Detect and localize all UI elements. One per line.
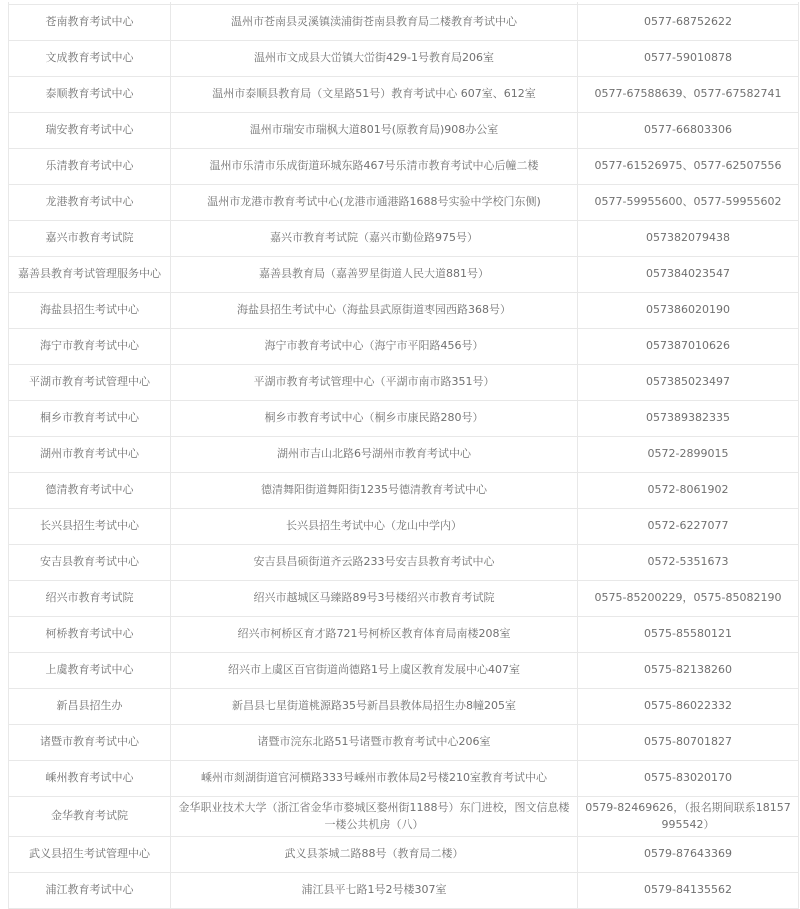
center-phone-cell: 0575-85200229，0575-85082190 — [578, 581, 799, 617]
exam-center-row — [9, 437, 799, 473]
center-phone-cell: 0572-6227077 — [578, 509, 799, 545]
center-phone-cell: 057385023497 — [578, 365, 799, 401]
center-address-cell: 海盐县招生考试中心（海盐县武原街道枣园西路368号） — [171, 293, 578, 329]
exam-center-row — [9, 725, 799, 761]
center-name-cell: 海宁市教育考试中心 — [9, 329, 171, 365]
center-name-cell: 嵊州教育考试中心 — [9, 761, 171, 797]
center-name-cell: 乐清教育考试中心 — [9, 149, 171, 185]
center-phone-cell: 0575-80701827 — [578, 725, 799, 761]
center-phone-cell: 057384023547 — [578, 257, 799, 293]
exam-center-row — [9, 185, 799, 221]
center-address-cell: 嘉善县教育局（嘉善罗星街道人民大道881号） — [171, 257, 578, 293]
center-address-cell: 温州市苍南县灵溪镇渎浦街苍南县教育局二楼教育考试中心 — [171, 5, 578, 41]
exam-center-row — [9, 41, 799, 77]
center-name-cell: 龙港教育考试中心 — [9, 185, 171, 221]
exam-center-row — [9, 401, 799, 437]
exam-center-row — [9, 365, 799, 401]
center-name-cell: 德清教育考试中心 — [9, 473, 171, 509]
center-address-cell: 嵊州市剡湖街道官河横路333号嵊州市教体局2号楼210室教育考试中心 — [171, 761, 578, 797]
center-address-cell: 武义县茶城二路88号（教育局二楼） — [171, 837, 578, 873]
exam-center-row — [9, 837, 799, 873]
exam-centers-table-body — [9, 2, 799, 909]
exam-center-row — [9, 329, 799, 365]
center-phone-cell: 0579-82469626，（报名期间联系18157995542） — [578, 797, 799, 837]
exam-center-row — [9, 257, 799, 293]
center-name-cell: 金华教育考试院 — [9, 797, 171, 837]
center-address-cell: 安吉县昌硕街道齐云路233号安吉县教育考试中心 — [171, 545, 578, 581]
center-name-cell: 苍南教育考试中心 — [9, 5, 171, 41]
exam-center-row — [9, 797, 799, 837]
center-address-cell: 平湖市教育考试管理中心（平湖市南市路351号） — [171, 365, 578, 401]
exam-center-row — [9, 617, 799, 653]
center-phone-cell: 0579-87643369 — [578, 837, 799, 873]
center-phone-cell: 0577-59010878 — [578, 41, 799, 77]
center-phone-cell: 0575-85580121 — [578, 617, 799, 653]
center-phone-cell: 057386020190 — [578, 293, 799, 329]
center-address-cell: 绍兴市越城区马臻路89号3号楼绍兴市教育考试院 — [171, 581, 578, 617]
center-phone-cell: 0575-83020170 — [578, 761, 799, 797]
center-address-cell: 嘉兴市教育考试院（嘉兴市勤俭路975号） — [171, 221, 578, 257]
center-address-cell: 浦江县平七路1号2号楼307室 — [171, 873, 578, 909]
center-phone-cell: 0577-66803306 — [578, 113, 799, 149]
center-address-cell: 德清舞阳街道舞阳街1235号德清教育考试中心 — [171, 473, 578, 509]
center-address-cell: 湖州市吉山北路6号湖州市教育考试中心 — [171, 437, 578, 473]
center-phone-cell: 0575-82138260 — [578, 653, 799, 689]
center-name-cell: 长兴县招生考试中心 — [9, 509, 171, 545]
center-name-cell: 泰顺教育考试中心 — [9, 77, 171, 113]
center-name-cell: 浦江教育考试中心 — [9, 873, 171, 909]
exam-center-row — [9, 293, 799, 329]
center-address-cell: 诸暨市浣东北路51号诸暨市教育考试中心206室 — [171, 725, 578, 761]
center-phone-cell: 0577-59955600、0577-59955602 — [578, 185, 799, 221]
center-name-cell: 诸暨市教育考试中心 — [9, 725, 171, 761]
center-phone-cell: 0577-68752622 — [578, 5, 799, 41]
exam-center-row — [9, 545, 799, 581]
center-name-cell: 柯桥教育考试中心 — [9, 617, 171, 653]
center-address-cell: 温州市乐清市乐成街道环城东路467号乐清市教育考试中心后幢二楼 — [171, 149, 578, 185]
center-address-cell: 温州市泰顺县教育局（文星路51号）教育考试中心 607室、612室 — [171, 77, 578, 113]
center-address-cell: 新昌县七星街道桃源路35号新昌县教体局招生办8幢205室 — [171, 689, 578, 725]
center-address-cell: 温州市龙港市教育考试中心(龙港市通港路1688号实验中学校门东侧) — [171, 185, 578, 221]
center-name-cell: 文成教育考试中心 — [9, 41, 171, 77]
exam-centers-table — [8, 2, 799, 909]
exam-center-row — [9, 113, 799, 149]
center-name-cell: 湖州市教育考试中心 — [9, 437, 171, 473]
exam-center-row — [9, 473, 799, 509]
center-name-cell: 绍兴市教育考试院 — [9, 581, 171, 617]
exam-center-row — [9, 149, 799, 185]
center-name-cell: 武义县招生考试管理中心 — [9, 837, 171, 873]
center-address-cell: 绍兴市柯桥区育才路721号柯桥区教育体育局南楼208室 — [171, 617, 578, 653]
center-phone-cell: 0579-84135562 — [578, 873, 799, 909]
exam-center-row — [9, 873, 799, 909]
center-phone-cell: 057389382335 — [578, 401, 799, 437]
center-address-cell: 绍兴市上虞区百官街道尚德路1号上虞区教育发展中心407室 — [171, 653, 578, 689]
exam-centers-table-wrap — [8, 2, 798, 909]
center-name-cell: 嘉善县教育考试管理服务中心 — [9, 257, 171, 293]
center-address-cell: 温州市文成县大峃镇大峃街429-1号教育局206室 — [171, 41, 578, 77]
center-name-cell: 上虞教育考试中心 — [9, 653, 171, 689]
exam-center-row — [9, 509, 799, 545]
exam-center-row — [9, 5, 799, 41]
center-phone-cell: 0577-67588639、0577-67582741 — [578, 77, 799, 113]
center-name-cell: 桐乡市教育考试中心 — [9, 401, 171, 437]
exam-center-row — [9, 581, 799, 617]
center-name-cell: 平湖市教育考试管理中心 — [9, 365, 171, 401]
exam-center-row — [9, 653, 799, 689]
exam-center-row — [9, 689, 799, 725]
center-phone-cell: 057387010626 — [578, 329, 799, 365]
center-phone-cell: 057382079438 — [578, 221, 799, 257]
exam-center-row — [9, 77, 799, 113]
center-address-cell: 桐乡市教育考试中心（桐乡市康民路280号） — [171, 401, 578, 437]
center-name-cell: 嘉兴市教育考试院 — [9, 221, 171, 257]
center-name-cell: 安吉县教育考试中心 — [9, 545, 171, 581]
center-phone-cell: 0577-61526975、0577-62507556 — [578, 149, 799, 185]
center-address-cell: 金华职业技术大学（浙江省金华市婺城区婺州街1188号）东门进校，图文信息楼一楼公共机房（八） — [171, 797, 578, 837]
center-phone-cell: 0572-5351673 — [578, 545, 799, 581]
center-phone-cell: 0572-8061902 — [578, 473, 799, 509]
center-address-cell: 长兴县招生考试中心（龙山中学内） — [171, 509, 578, 545]
exam-center-row — [9, 221, 799, 257]
center-address-cell: 海宁市教育考试中心（海宁市平阳路456号） — [171, 329, 578, 365]
exam-center-row — [9, 761, 799, 797]
center-name-cell: 瑞安教育考试中心 — [9, 113, 171, 149]
center-name-cell: 新昌县招生办 — [9, 689, 171, 725]
center-name-cell: 海盐县招生考试中心 — [9, 293, 171, 329]
center-phone-cell: 0572-2899015 — [578, 437, 799, 473]
center-phone-cell: 0575-86022332 — [578, 689, 799, 725]
center-address-cell: 温州市瑞安市瑞枫大道801号(原教育局)908办公室 — [171, 113, 578, 149]
